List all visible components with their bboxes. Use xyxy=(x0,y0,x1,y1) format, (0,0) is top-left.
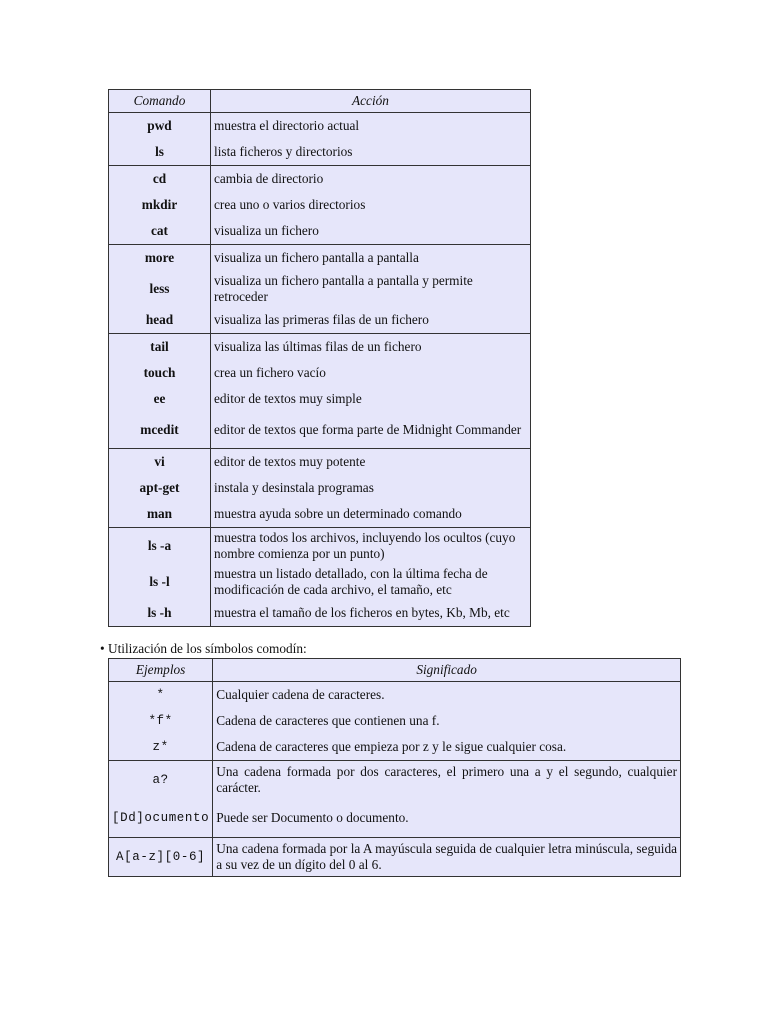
command-name: cat xyxy=(109,218,211,245)
commands-group xyxy=(109,113,531,166)
commands-group xyxy=(109,245,531,334)
table-row xyxy=(109,475,531,501)
table-row xyxy=(109,449,531,476)
table-row xyxy=(109,245,531,272)
wildcard-meaning: Cadena de caracteres que empieza por z y le sigue cualquier cosa. xyxy=(216,738,567,754)
table-row xyxy=(109,682,681,709)
table-row xyxy=(109,412,531,449)
table-row xyxy=(109,139,531,166)
command-name: less xyxy=(109,271,211,307)
command-action: muestra ayuda sobre un determinado comando xyxy=(214,505,462,521)
wildcards-table xyxy=(108,658,681,877)
command-action: visualiza un fichero xyxy=(214,222,319,238)
table-row xyxy=(109,271,531,307)
command-name: mkdir xyxy=(109,192,211,218)
commands-table xyxy=(108,89,531,627)
wildcard-example: *f* xyxy=(109,708,213,734)
command-name: ee xyxy=(109,386,211,412)
table-row xyxy=(109,838,681,877)
table-row xyxy=(109,528,531,565)
table-row xyxy=(109,307,531,334)
command-action: instala y desinstala programas xyxy=(214,479,374,495)
table-row xyxy=(109,334,531,361)
command-name: cd xyxy=(109,166,211,193)
command-action: muestra un listado detallado, con la última fecha de modificación de cada archivo, el tamaño, etc xyxy=(214,565,488,597)
command-column-header: Comando xyxy=(109,90,211,113)
command-action: editor de textos muy potente xyxy=(214,453,366,469)
wildcard-meaning: Cualquier cadena de caracteres. xyxy=(216,686,385,702)
command-name: ls -a xyxy=(109,528,211,565)
table-row xyxy=(109,218,531,245)
table-row xyxy=(109,166,531,193)
command-name: pwd xyxy=(109,113,211,140)
wildcard-example: a? xyxy=(109,761,213,800)
wildcards-header-row xyxy=(109,659,681,682)
command-name: head xyxy=(109,307,211,334)
table-row xyxy=(109,708,681,734)
wildcard-section-heading: • Utilización de los símbolos comodín: xyxy=(100,641,307,656)
wildcard-example: A[a-z][0-6] xyxy=(109,838,213,877)
commands-group xyxy=(109,449,531,528)
command-name: apt-get xyxy=(109,475,211,501)
command-name: ls -h xyxy=(109,600,211,627)
command-name: mcedit xyxy=(109,412,211,449)
table-row xyxy=(109,360,531,386)
command-name: vi xyxy=(109,449,211,476)
wildcard-meaning: Una cadena formada por dos caracteres, el primero una a y el segundo, cualquier carácter. xyxy=(216,763,677,795)
commands-group xyxy=(109,166,531,245)
command-action: crea uno o varios directorios xyxy=(214,196,366,212)
commands-header-row xyxy=(109,90,531,113)
table-row xyxy=(109,564,531,600)
command-name: tail xyxy=(109,334,211,361)
wildcard-meaning: Una cadena formada por la A mayúscula seguida de cualquier letra minúscula, seguida a su vez de un dígito del 0 al 6. xyxy=(216,840,677,872)
table-row xyxy=(109,799,681,838)
command-name: more xyxy=(109,245,211,272)
command-action: muestra todos los archivos, incluyendo los ocultos (cuyo nombre comienza por un punto) xyxy=(214,529,516,561)
table-row xyxy=(109,600,531,627)
wildcards-group xyxy=(109,761,681,838)
command-action: visualiza un fichero pantalla a pantalla y permite retroceder xyxy=(214,272,473,304)
command-action: editor de textos muy simple xyxy=(214,390,362,406)
example-column-header: Ejemplos xyxy=(109,659,213,682)
command-action: crea un fichero vacío xyxy=(214,364,326,380)
command-name: ls -l xyxy=(109,564,211,600)
command-action: muestra el tamaño de los ficheros en bytes, Kb, Mb, etc xyxy=(214,604,510,620)
action-column-header: Acción xyxy=(352,92,389,108)
command-name: touch xyxy=(109,360,211,386)
command-action: visualiza las primeras filas de un fichero xyxy=(214,311,429,327)
wildcard-example: z* xyxy=(109,734,213,761)
command-action: visualiza un fichero pantalla a pantalla xyxy=(214,249,419,265)
wildcard-meaning: Cadena de caracteres que contienen una f. xyxy=(216,712,440,728)
wildcards-group xyxy=(109,838,681,877)
wildcard-example: [Dd]ocumento xyxy=(109,799,213,838)
commands-group xyxy=(109,528,531,627)
command-action: visualiza las últimas filas de un fichero xyxy=(214,338,422,354)
command-action: lista ficheros y directorios xyxy=(214,143,353,159)
command-name: ls xyxy=(109,139,211,166)
commands-group xyxy=(109,334,531,449)
table-row xyxy=(109,192,531,218)
command-action: muestra el directorio actual xyxy=(214,117,360,133)
command-action: cambia de directorio xyxy=(214,170,324,186)
table-row xyxy=(109,501,531,528)
table-row xyxy=(109,734,681,761)
table-row xyxy=(109,113,531,140)
wildcard-example: * xyxy=(109,682,213,709)
command-action: editor de textos que forma parte de Midnight Commander xyxy=(214,421,522,437)
wildcard-meaning: Puede ser Documento o documento. xyxy=(216,809,409,825)
command-name: man xyxy=(109,501,211,528)
meaning-column-header: Significado xyxy=(416,661,477,677)
table-row xyxy=(109,386,531,412)
table-row xyxy=(109,761,681,800)
wildcards-group xyxy=(109,682,681,761)
